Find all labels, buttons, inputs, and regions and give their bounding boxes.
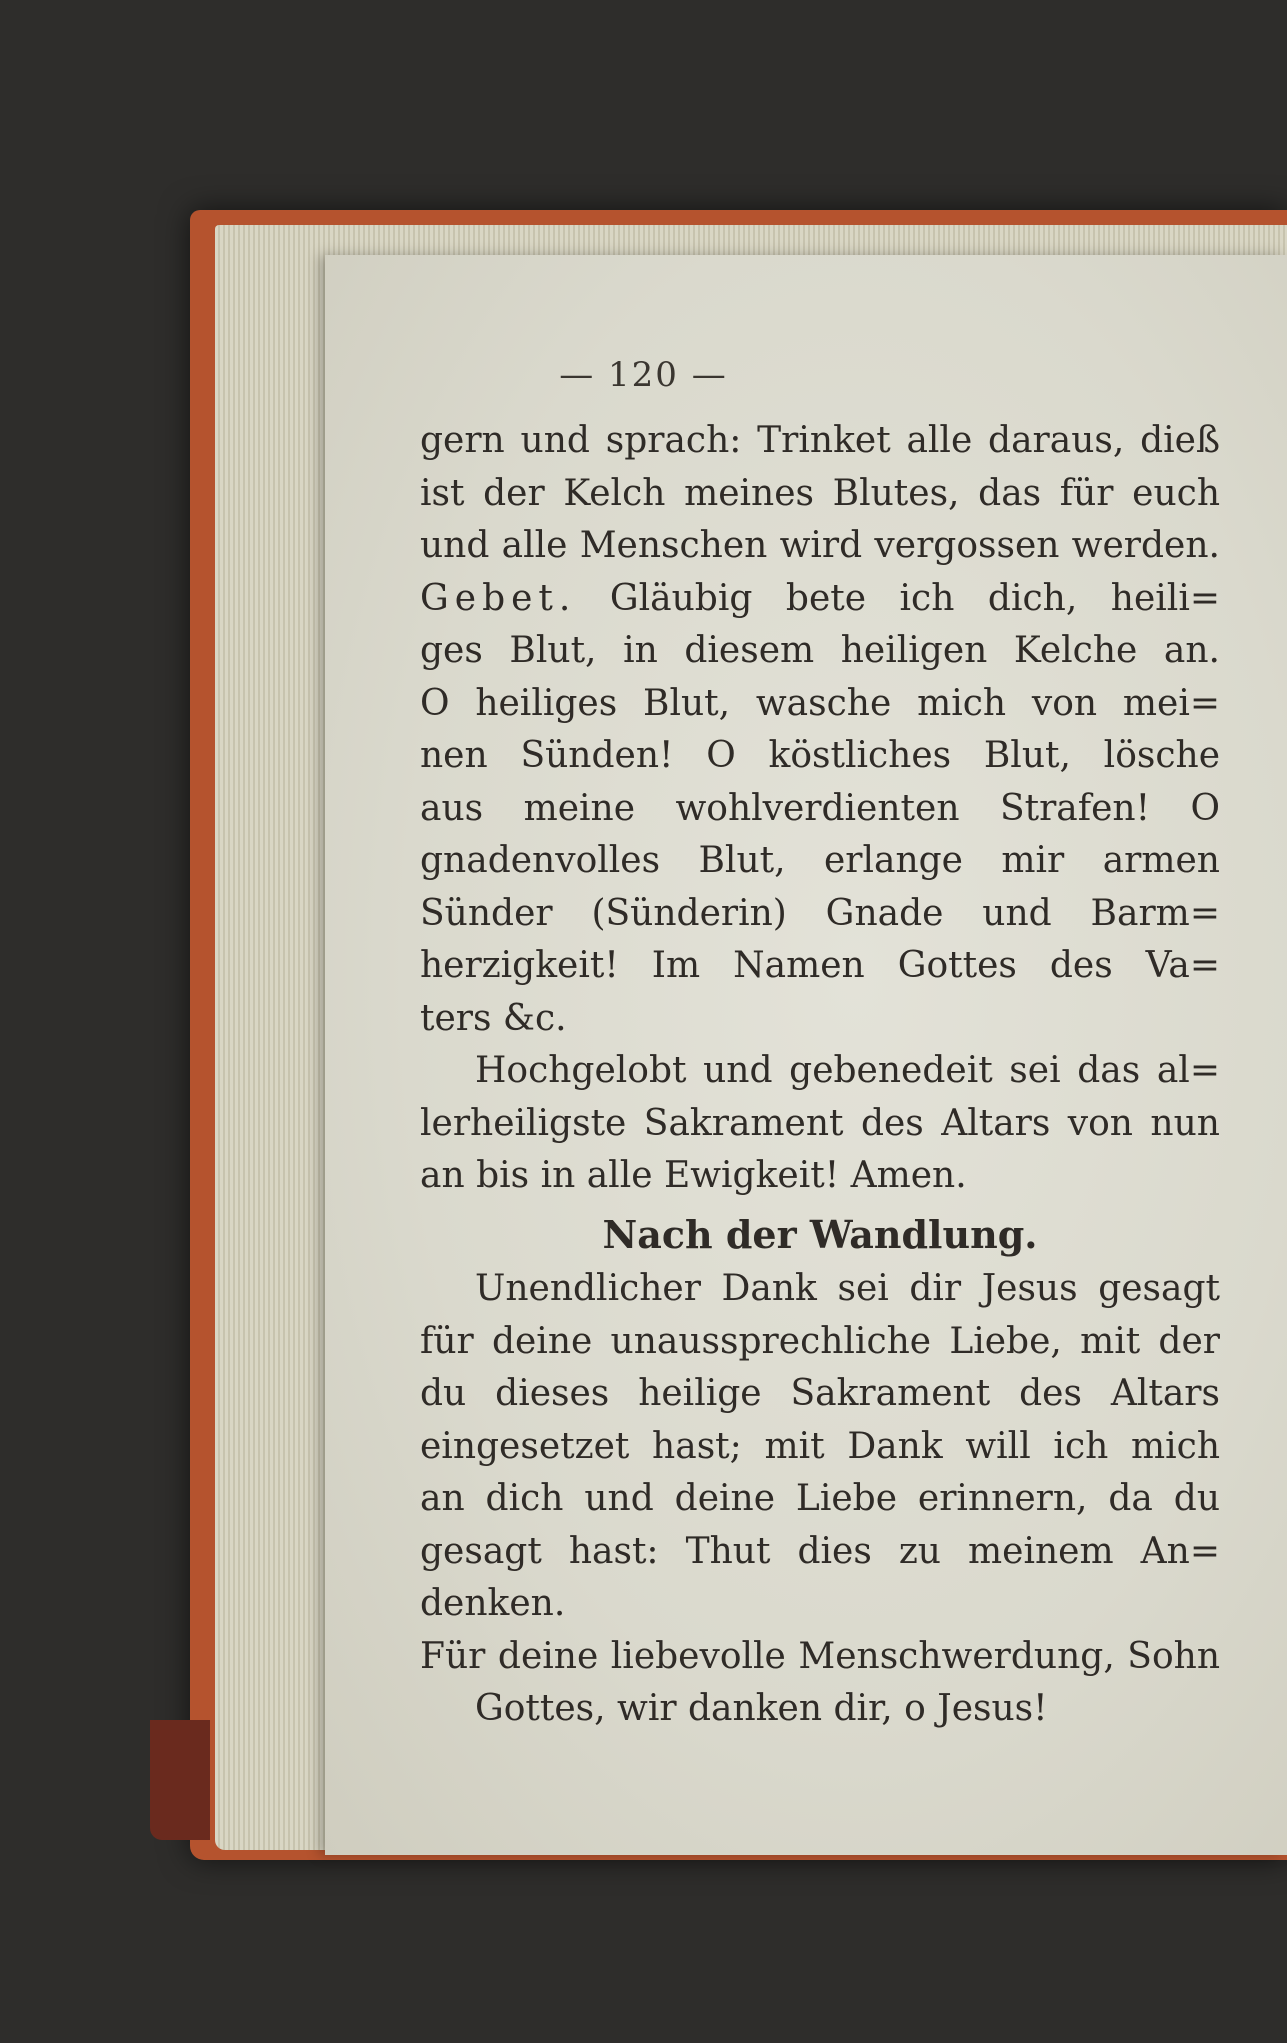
text-line: herzigkeit! Im Namen Gottes des Va= — [420, 945, 1220, 986]
text-line: für deine unaussprechliche Liebe, mit der — [420, 1320, 1220, 1362]
prayer-first-line: Gläubig bete ich dich, heili= — [609, 577, 1220, 619]
page-number: — 120 — — [559, 355, 728, 395]
text-line: Gottes, wir danken dir, o Jesus! — [475, 1688, 1048, 1729]
book-spine — [150, 1720, 210, 1840]
text-line: Für deine liebevolle Menschwerdung, Sohn — [420, 1635, 1220, 1677]
paragraph-5 — [420, 1631, 1220, 1736]
prayer-label: Gebet. — [420, 577, 577, 619]
text-line: ges Blut, in diesem heiligen Kelche an. — [420, 630, 1220, 671]
text-line: ters &c. — [420, 997, 567, 1039]
text-line: aus meine wohlverdienten Strafen! O — [420, 787, 1220, 829]
text-line: du dieses heilige Sakrament des Altars — [420, 1373, 1220, 1414]
section-heading: Nach der Wandlung. — [602, 1211, 1038, 1257]
text-line: O heiliges Blut, wasche mich von mei= — [420, 682, 1220, 724]
text-line: gnadenvolles Blut, erlange mir armen — [420, 840, 1220, 881]
paragraph-3 — [420, 1045, 1220, 1203]
paragraph-2 — [420, 573, 1220, 1046]
text-line: ist der Kelch meines Blutes, das für euch — [420, 472, 1220, 514]
text-line: nen Sünden! O köstliches Blut, lösche — [420, 735, 1220, 776]
paragraph-4 — [420, 1263, 1220, 1631]
text-line: Sünder (Sünderin) Gnade und Barm= — [420, 892, 1220, 934]
paragraph-1 — [420, 415, 1220, 573]
text-line: gern und sprach: Trinket alle daraus, dieß — [420, 420, 1220, 461]
text-line: Unendlicher Dank sei dir Jesus gesagt — [475, 1268, 1220, 1309]
text-line: eingesetzet hast; mit Dank will ich mich — [420, 1425, 1220, 1467]
text-line: denken. — [420, 1583, 566, 1624]
text-line: und alle Menschen wird vergossen werden. — [420, 525, 1220, 566]
text-line — [420, 573, 1220, 626]
text-line: an bis in alle Ewigkeit! Amen. — [420, 1155, 967, 1196]
text-line: Hochgelobt und gebenedeit sei das al= — [475, 1050, 1220, 1091]
text-line: lerheiligste Sakrament des Altars von nun — [420, 1102, 1220, 1144]
text-line: gesagt hast: Thut dies zu meinem An= — [420, 1530, 1220, 1572]
text-line: an dich und deine Liebe erinnern, da du — [420, 1478, 1220, 1519]
page-text — [420, 415, 1220, 1736]
